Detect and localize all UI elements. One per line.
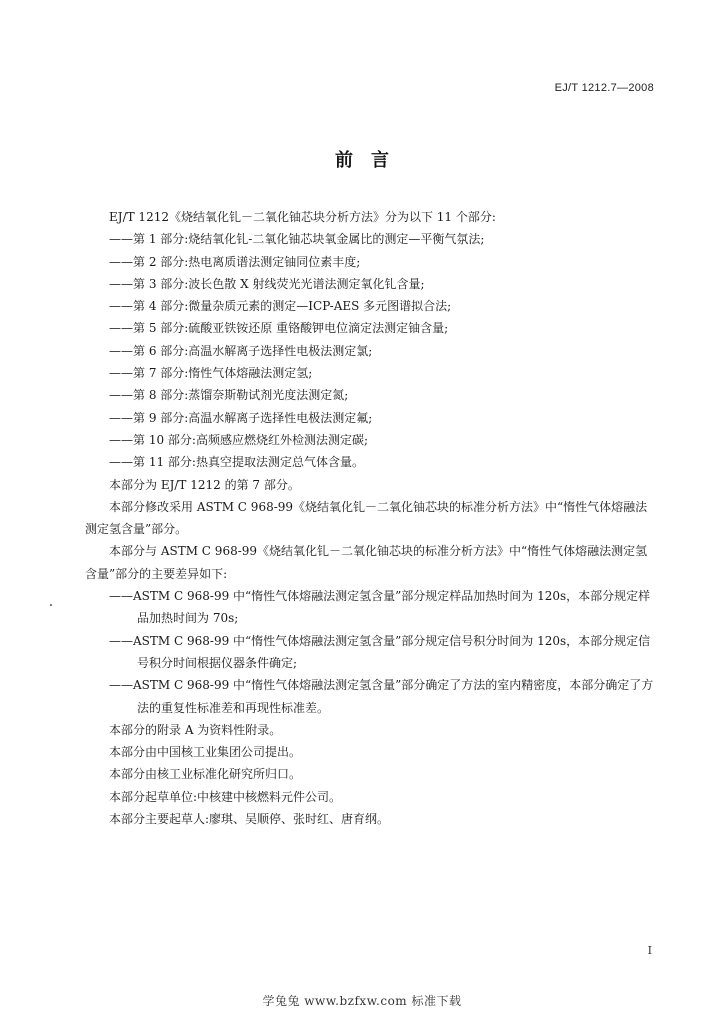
part-item-9: ——第 9 部分:高温水解离子选择性电极法测定氟;	[109, 410, 373, 425]
part-item-11: ——第 11 部分:热真空提取法测定总气体含量。	[109, 455, 364, 470]
drafters-note: 本部分主要起草人:廖琪、吴顺停、张时红、唐育纲。	[109, 812, 390, 827]
difference-item-2: ——ASTM C 968-99 中“惰性气体熔融法测定氢含量”部分规定信号积分时间为 120s，本部分规定信号积分时间根据仪器条件确定;	[109, 633, 651, 670]
footer-watermark: 学兔兔 www.bzfxw.com 标准下载	[262, 994, 462, 1008]
part-note: 本部分为 EJ/T 1212 的第 7 部分。	[109, 477, 300, 492]
intro-line: EJ/T 1212《烧结氧化钆－二氧化铀芯块分析方法》分为以下 11 个部分:	[109, 210, 496, 224]
page-title: 前言	[335, 150, 407, 171]
part-item-5: ——第 5 部分:硫酸亚铁铵还原 重铬酸钾电位滴定法测定铀含量;	[109, 321, 449, 336]
drafting-unit-note: 本部分起草单位:中核建中核燃料元件公司。	[109, 789, 342, 804]
part-item-4: ——第 4 部分:微量杂质元素的测定—ICP-AES 多元图谱拟合法;	[109, 299, 452, 314]
centralized-note: 本部分由核工业标准化研究所归口。	[109, 767, 302, 782]
part-item-2: ——第 2 部分:热电离质谱法测定铀同位素丰度;	[109, 254, 361, 269]
difference-item-3: ——ASTM C 968-99 中“惰性气体熔融法测定氢含量”部分确定了方法的室内精密度，本部分确定了方法的重复性标准差和再现性标准差。	[109, 678, 654, 715]
difference-paragraph: 本部分与 ASTM C 968-99《烧结氧化钆－二氧化铀芯块的标准分析方法》中“惰性气体熔融法测定氢含量”部分的主要差异如下:	[85, 544, 648, 581]
part-item-6: ——第 6 部分:高温水解离子选择性电极法测定氯;	[109, 343, 373, 358]
page-number: I	[647, 944, 652, 957]
part-item-3: ——第 3 部分:波长色散 X 射线荧光光谱法测定氧化钆含量;	[109, 276, 425, 291]
modification-paragraph: 本部分修改采用 ASTM C 968-99《烧结氧化钆－二氧化铀芯块的标准分析方法》中“惰性气体熔融法测定氢含量”部分。	[85, 499, 648, 537]
scan-speck	[50, 604, 52, 606]
part-item-10: ——第 10 部分:高频感应燃烧红外检测法测定碳;	[109, 432, 368, 447]
difference-item-1: ——ASTM C 968-99 中“惰性气体熔融法测定氢含量”部分规定样品加热时间为 120s，本部分规定样品加热时间为 70s;	[109, 589, 651, 626]
foreword-body	[85, 206, 658, 830]
part-item-7: ——第 7 部分:惰性气体熔融法测定氢;	[109, 366, 313, 381]
proposer-note: 本部分由中国核工业集团公司提出。	[109, 745, 302, 760]
document-code: EJ/T 1212.7—2008	[554, 82, 654, 94]
appendix-note: 本部分的附录 A 为资料性附录。	[109, 722, 282, 737]
part-item-1: ——第 1 部分:烧结氧化钆-二氧化铀芯块氧金属比的测定—平衡气氛法;	[109, 232, 485, 247]
part-item-8: ——第 8 部分:蒸馏奈斯勒试剂光度法测定氮;	[109, 388, 349, 403]
